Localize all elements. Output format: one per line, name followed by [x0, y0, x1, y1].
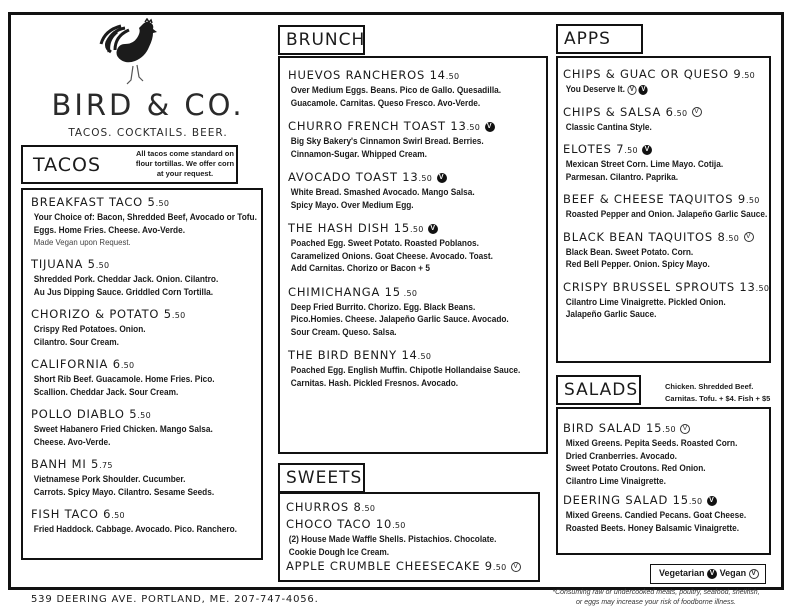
item-price: 15 — [393, 221, 411, 235]
item-description: Red Bell Pepper. Onion. Spicy Mayo. — [565, 259, 710, 269]
item-description: Big Sky Bakery's Cinnamon Swirl Bread. Berries. — [290, 136, 484, 146]
item-description: Cilantro Lime Vinaigrette. — [565, 475, 666, 486]
item-price: 9 — [484, 559, 493, 573]
item-price: 13 — [739, 279, 756, 294]
item-price: 14 — [401, 348, 418, 362]
menu-item — [31, 195, 261, 248]
item-name: CHOCO TACO 10.50 — [286, 517, 406, 531]
item-price: 13 — [450, 119, 467, 133]
menu-item — [563, 493, 769, 534]
item-description: Eggs. Home Fries. Cheese. Avo-Verde. — [33, 224, 185, 235]
item-description: Cheese. Avo-Verde. — [33, 436, 111, 447]
item-price: 6 — [103, 507, 112, 521]
menu-item — [563, 105, 769, 134]
apps-list — [563, 67, 769, 321]
item-description: Sour Cream. Queso. Salsa. — [290, 326, 397, 337]
item-price: 15 — [384, 284, 401, 299]
menu-item — [563, 230, 769, 271]
item-description: Classic Cantina Style. — [565, 121, 652, 132]
menu-item — [288, 119, 546, 160]
item-description: Carrots. Spicy Mayo. Cilantro. Sesame Seeds. — [33, 486, 215, 497]
item-name: CALIFORNIA 6.50 — [31, 357, 135, 371]
menu-item — [288, 221, 546, 275]
sweets-section — [278, 492, 540, 582]
menu-item — [286, 517, 538, 558]
apps-section — [556, 56, 771, 363]
item-description: Cilantro Lime Vinaigrette. Pickled Onion. — [565, 296, 726, 307]
item-name: BIRD SALAD 15.50 V — [563, 421, 769, 437]
menu-item — [563, 192, 769, 221]
vegetarian-icon: V — [707, 496, 717, 506]
item-description: Mixed Greens. Candied Pecans. Goat Cheese. — [565, 510, 747, 520]
menu-item — [288, 285, 546, 339]
vegetarian-icon: V — [428, 224, 438, 234]
menu-item — [563, 280, 769, 321]
item-price: 6 — [665, 104, 674, 119]
sweets-list — [286, 500, 538, 575]
item-description: Deep Fried Burrito. Chorizo. Egg. Black Beans. — [290, 301, 476, 312]
salads-header — [556, 375, 641, 405]
item-description: Shredded Pork. Cheddar Jack. Onion. Cilantro. — [33, 274, 219, 284]
tacos-note: All tacos come standard on flour tortillas. We offer corn at your request. — [135, 149, 235, 178]
item-description: Add Carnitas. Chorizo or Bacon + 5 — [290, 263, 430, 273]
item-name: CHIPS & GUAC OR QUESO 9.50 — [563, 67, 756, 81]
item-price: 6 — [112, 357, 121, 371]
tacos-header — [21, 145, 238, 184]
item-description: Poached Egg. Sweet Potato. Roasted Poblanos. — [290, 238, 479, 248]
menu-item — [288, 348, 546, 389]
item-name: DEERING SALAD 15.50 V — [563, 493, 769, 509]
item-name: POLLO DIABLO 5.50 — [31, 407, 151, 421]
vegetarian-icon: V — [639, 85, 648, 95]
item-description: Dried Cranberries. Avocado. — [565, 450, 677, 461]
item-price: 5 — [163, 307, 172, 321]
item-name: CHIPS & SALSA 6.50 V — [563, 105, 769, 121]
item-price: 15 — [646, 421, 663, 435]
item-description: Roasted Beets. Honey Balsamic Vinaigrette. — [565, 522, 740, 533]
item-description: (2) House Made Waffle Shells. Pistachios. Chocolate. — [288, 534, 497, 544]
item-description: Carnitas. Hash. Pickled Fresnos. Avocado. — [290, 377, 459, 388]
menu-item — [31, 457, 261, 498]
menu-item — [31, 357, 261, 398]
menu-item — [563, 421, 769, 487]
vegan-icon: V — [511, 562, 521, 572]
menu-item — [31, 507, 261, 536]
vegan-icon: V — [627, 85, 636, 95]
item-name: BREAKFAST TACO 5.50 — [31, 195, 170, 209]
item-price: 9 — [733, 67, 742, 81]
item-description: Cookie Dough Ice Cream. — [288, 546, 390, 557]
item-price: 8 — [717, 229, 726, 244]
item-price: 10 — [375, 517, 393, 531]
tacos-section — [21, 188, 263, 560]
footer-address: 539 DEERING AVE. PORTLAND, ME. 207-747-4056. — [31, 594, 319, 605]
item-price: 5 — [147, 195, 156, 209]
item-name: APPLE CRUMBLE CHEESECAKE 9.50 V — [286, 559, 538, 575]
item-price: 5 — [87, 257, 96, 271]
salads-list — [563, 421, 769, 534]
item-name: BLACK BEAN TAQUITOS 8.50 V — [563, 230, 769, 246]
item-description: Crispy Red Potatoes. Onion. — [33, 324, 146, 334]
menu-item — [286, 559, 538, 575]
menu-item — [288, 68, 546, 109]
item-name: FISH TACO 6.50 — [31, 507, 125, 521]
item-description: Black Bean. Sweet Potato. Corn. — [565, 246, 694, 257]
menu-item — [31, 257, 261, 298]
menu-item — [563, 142, 769, 183]
brunch-list — [288, 68, 546, 389]
sweets-header — [278, 463, 365, 493]
item-description: Spicy Mayo. Over Medium Egg. — [290, 199, 414, 210]
item-name: THE HASH DISH 15.50 V — [288, 221, 546, 237]
item-description: Sweet Habanero Fried Chicken. Mango Salsa. — [33, 424, 213, 434]
item-price: 5 — [129, 407, 138, 421]
item-name: CRISPY BRUSSEL SPROUTS 13.50 — [563, 279, 770, 294]
item-price: 15 — [672, 493, 689, 507]
item-price: 14 — [429, 68, 446, 82]
item-description: Vietnamese Pork Shoulder. Cucumber. — [33, 474, 186, 484]
item-description: Jalapeño Garlic Sauce. — [565, 309, 657, 319]
item-description: Over Medium Eggs. Beans. Pico de Gallo. Quesadilla. — [290, 85, 502, 95]
item-description: Guacamole. Carnitas. Queso Fresco. Avo-Verde. — [290, 97, 481, 108]
item-name: TIJUANA 5.50 — [31, 257, 110, 271]
item-name: BANH MI 5.75 — [31, 457, 113, 471]
item-price: 9 — [737, 192, 746, 206]
vegan-icon: V — [744, 232, 754, 242]
vegan-icon: V — [749, 569, 759, 579]
menu-item — [31, 407, 261, 448]
item-description: Roasted Pepper and Onion. Jalapeño Garlic Sauce. — [565, 209, 768, 219]
item-name: CHURROS 8.50 — [286, 500, 376, 514]
item-description: Sweet Potato Croutons. Red Onion. — [565, 463, 706, 473]
item-description: Cinnamon-Sugar. Whipped Cream. — [290, 148, 427, 159]
legend-vegan-label: Vegan — [719, 568, 747, 578]
item-name: CHIMICHANGA 15 .50 — [288, 284, 418, 299]
item-price: 5 — [91, 457, 100, 471]
vegan-icon: V — [680, 424, 690, 434]
brand-name: BIRD & CO. — [51, 88, 245, 122]
item-description: White Bread. Smashed Avocado. Mango Salsa. — [290, 187, 475, 197]
sweets-title: SWEETS — [286, 468, 363, 488]
item-description: Fried Haddock. Cabbage. Avocado. Pico. Ranchero. — [33, 524, 237, 534]
vegetarian-icon: V — [707, 569, 717, 579]
item-name: CHORIZO & POTATO 5.50 — [31, 307, 186, 321]
salads-title: SALADS — [564, 380, 639, 400]
diet-legend — [650, 564, 766, 584]
tacos-list — [31, 195, 261, 536]
item-description: Cilantro. Sour Cream. — [33, 336, 119, 347]
vegetarian-icon: V — [485, 122, 495, 132]
item-description: Pico.Homies. Cheese. Jalapeño Garlic Sauce. Avocado. — [290, 314, 509, 324]
rooster-logo — [95, 18, 175, 90]
footer-disclaimer: *Consuming raw or undercooked meats, poultry, seafood, shellfish, or eggs may increase your risk of foodborne illness. — [552, 589, 760, 606]
menu-item — [288, 170, 546, 211]
legend-vegetarian-label: Vegetarian — [659, 568, 705, 578]
item-price: 8 — [353, 500, 362, 514]
item-name: BEEF & CHEESE TAQUITOS 9.50 — [563, 192, 760, 206]
item-price: 7 — [616, 142, 625, 156]
item-name: ELOTES 7.50 V — [563, 142, 769, 158]
vegan-icon: V — [692, 107, 702, 117]
item-name: THE BIRD BENNY 14.50 — [288, 348, 432, 362]
salads-section — [556, 407, 771, 555]
item-description: Au Jus Dipping Sauce. Griddled Corn Tortilla. — [33, 286, 214, 297]
item-name: AVOCADO TOAST 13.50 V — [288, 170, 546, 186]
menu-item — [31, 307, 261, 348]
item-note: Made Vegan upon Request. — [33, 237, 131, 247]
item-name: HUEVOS RANCHEROS 14.50 — [288, 68, 460, 82]
item-description: Your Choice of: Bacon, Shredded Beef, Avocado or Tofu. — [33, 212, 257, 222]
item-description: Mixed Greens. Pepita Seeds. Roasted Corn. — [565, 438, 738, 448]
salads-addons: Chicken. Shredded Beef. Carnitas. Tofu. + $4. Fish + $5 — [665, 382, 771, 403]
menu-item — [563, 67, 769, 96]
brand-tagline: TACOS. COCKTAILS. BEER. — [68, 127, 228, 139]
item-description: Scallion. Cheddar Jack. Sour Cream. — [33, 386, 179, 397]
brunch-section — [278, 56, 548, 454]
brunch-title: BRUNCH — [286, 30, 366, 50]
apps-title: APPS — [564, 29, 611, 49]
vegetarian-icon: V — [642, 145, 652, 155]
item-description: Mexican Street Corn. Lime Mayo. Cotija. — [565, 159, 724, 169]
item-description: Caramelized Onions. Goat Cheese. Avocado. Toast. — [290, 250, 493, 261]
brunch-header — [278, 25, 365, 55]
tacos-title: TACOS — [33, 154, 102, 176]
item-price: 13 — [402, 170, 419, 184]
vegetarian-icon: V — [437, 173, 447, 183]
item-description: Poached Egg. English Muffin. Chipotle Hollandaise Sauce. — [290, 365, 521, 375]
item-name: CHURRO FRENCH TOAST 13.50 V — [288, 119, 546, 135]
item-description: You Deserve It. V V — [563, 83, 753, 96]
apps-header — [556, 24, 643, 54]
item-description: Short Rib Beef. Guacamole. Home Fries. Pico. — [33, 374, 215, 384]
menu-item — [286, 500, 538, 516]
item-description: Parmesan. Cilantro. Paprika. — [565, 171, 679, 182]
